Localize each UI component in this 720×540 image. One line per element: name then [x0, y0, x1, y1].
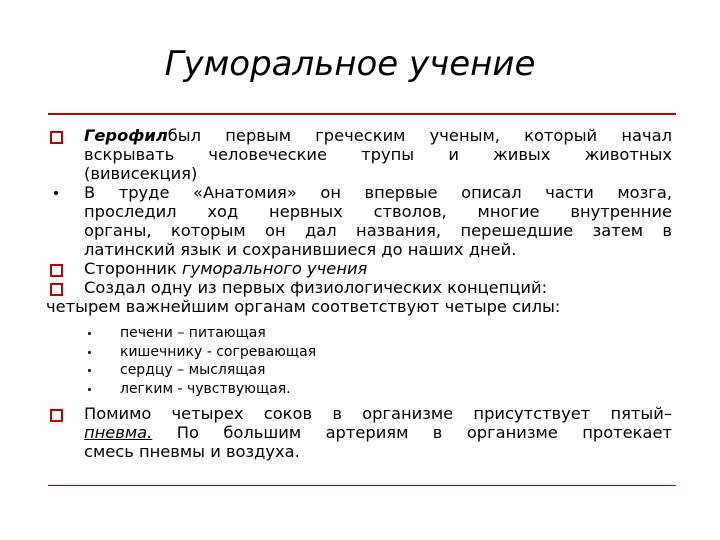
- item-line: Создал одну из первых физиологических концепций:: [84, 278, 548, 297]
- sublist-text: сердцу – мыслящая: [120, 362, 266, 378]
- item-line: органы, которым он дал названия, перешедшие затем в: [84, 221, 672, 240]
- square-outline-icon: [50, 409, 63, 422]
- concept-continuation: четырем важнейшим органам соответствуют четыре силы:: [46, 297, 561, 316]
- list-item-herophilus: [46, 126, 672, 183]
- dot-icon: [88, 332, 91, 335]
- square-outline-icon: [50, 283, 63, 296]
- item-line: проследил ход нервных стволов, многие внутренние: [84, 202, 672, 221]
- slide-body: [46, 126, 672, 461]
- sublist-text: легким - чувствующая.: [120, 380, 291, 397]
- item-text: Сторонник: [84, 259, 182, 278]
- forces-sublist: [46, 324, 672, 398]
- item-line: смесь пневмы и воздуха.: [84, 442, 300, 461]
- sublist-text: кишечнику - согревающая: [120, 343, 317, 360]
- title-divider: [48, 113, 676, 115]
- underlined-term: пневма.: [84, 423, 153, 442]
- bold-name: Герофил: [84, 126, 168, 145]
- item-line: В труде «Анатомия» он впервые описал части мозга,: [84, 183, 672, 202]
- italic-term: гуморального учения: [182, 259, 368, 278]
- list-item-humoral: [46, 259, 672, 278]
- item-line: [84, 259, 672, 278]
- dot-icon: [88, 388, 91, 391]
- item-line: (вивисекция): [84, 164, 198, 183]
- sublist-item: [46, 343, 672, 362]
- item-line: [84, 423, 672, 442]
- dot-icon: [54, 191, 58, 195]
- square-outline-icon: [50, 131, 63, 144]
- item-text: По большим артериям в организме протекает: [152, 423, 672, 442]
- item-line: [84, 126, 672, 145]
- item-line: Помимо четырех соков в организме присутствует пятый–: [84, 404, 672, 423]
- sublist-item: [46, 380, 672, 399]
- item-line: вскрывать человеческие трупы и живых животных: [84, 145, 672, 164]
- list-item-anatomy: [46, 183, 672, 259]
- bottom-divider: [48, 485, 676, 486]
- sublist-item: [46, 324, 672, 343]
- sublist-item: [46, 361, 672, 380]
- list-item-concept: [46, 278, 672, 297]
- list-item-pneuma: [46, 404, 672, 461]
- dot-icon: [88, 369, 91, 372]
- slide-title: Гуморальное учение: [164, 44, 536, 84]
- sublist-text: печени – питающая: [120, 325, 266, 341]
- dot-icon: [88, 351, 91, 354]
- item-line: латинский язык и сохранившиеся до наших дней.: [84, 240, 517, 259]
- square-outline-icon: [50, 264, 63, 277]
- item-text: был первым греческим ученым, который начал: [167, 126, 672, 145]
